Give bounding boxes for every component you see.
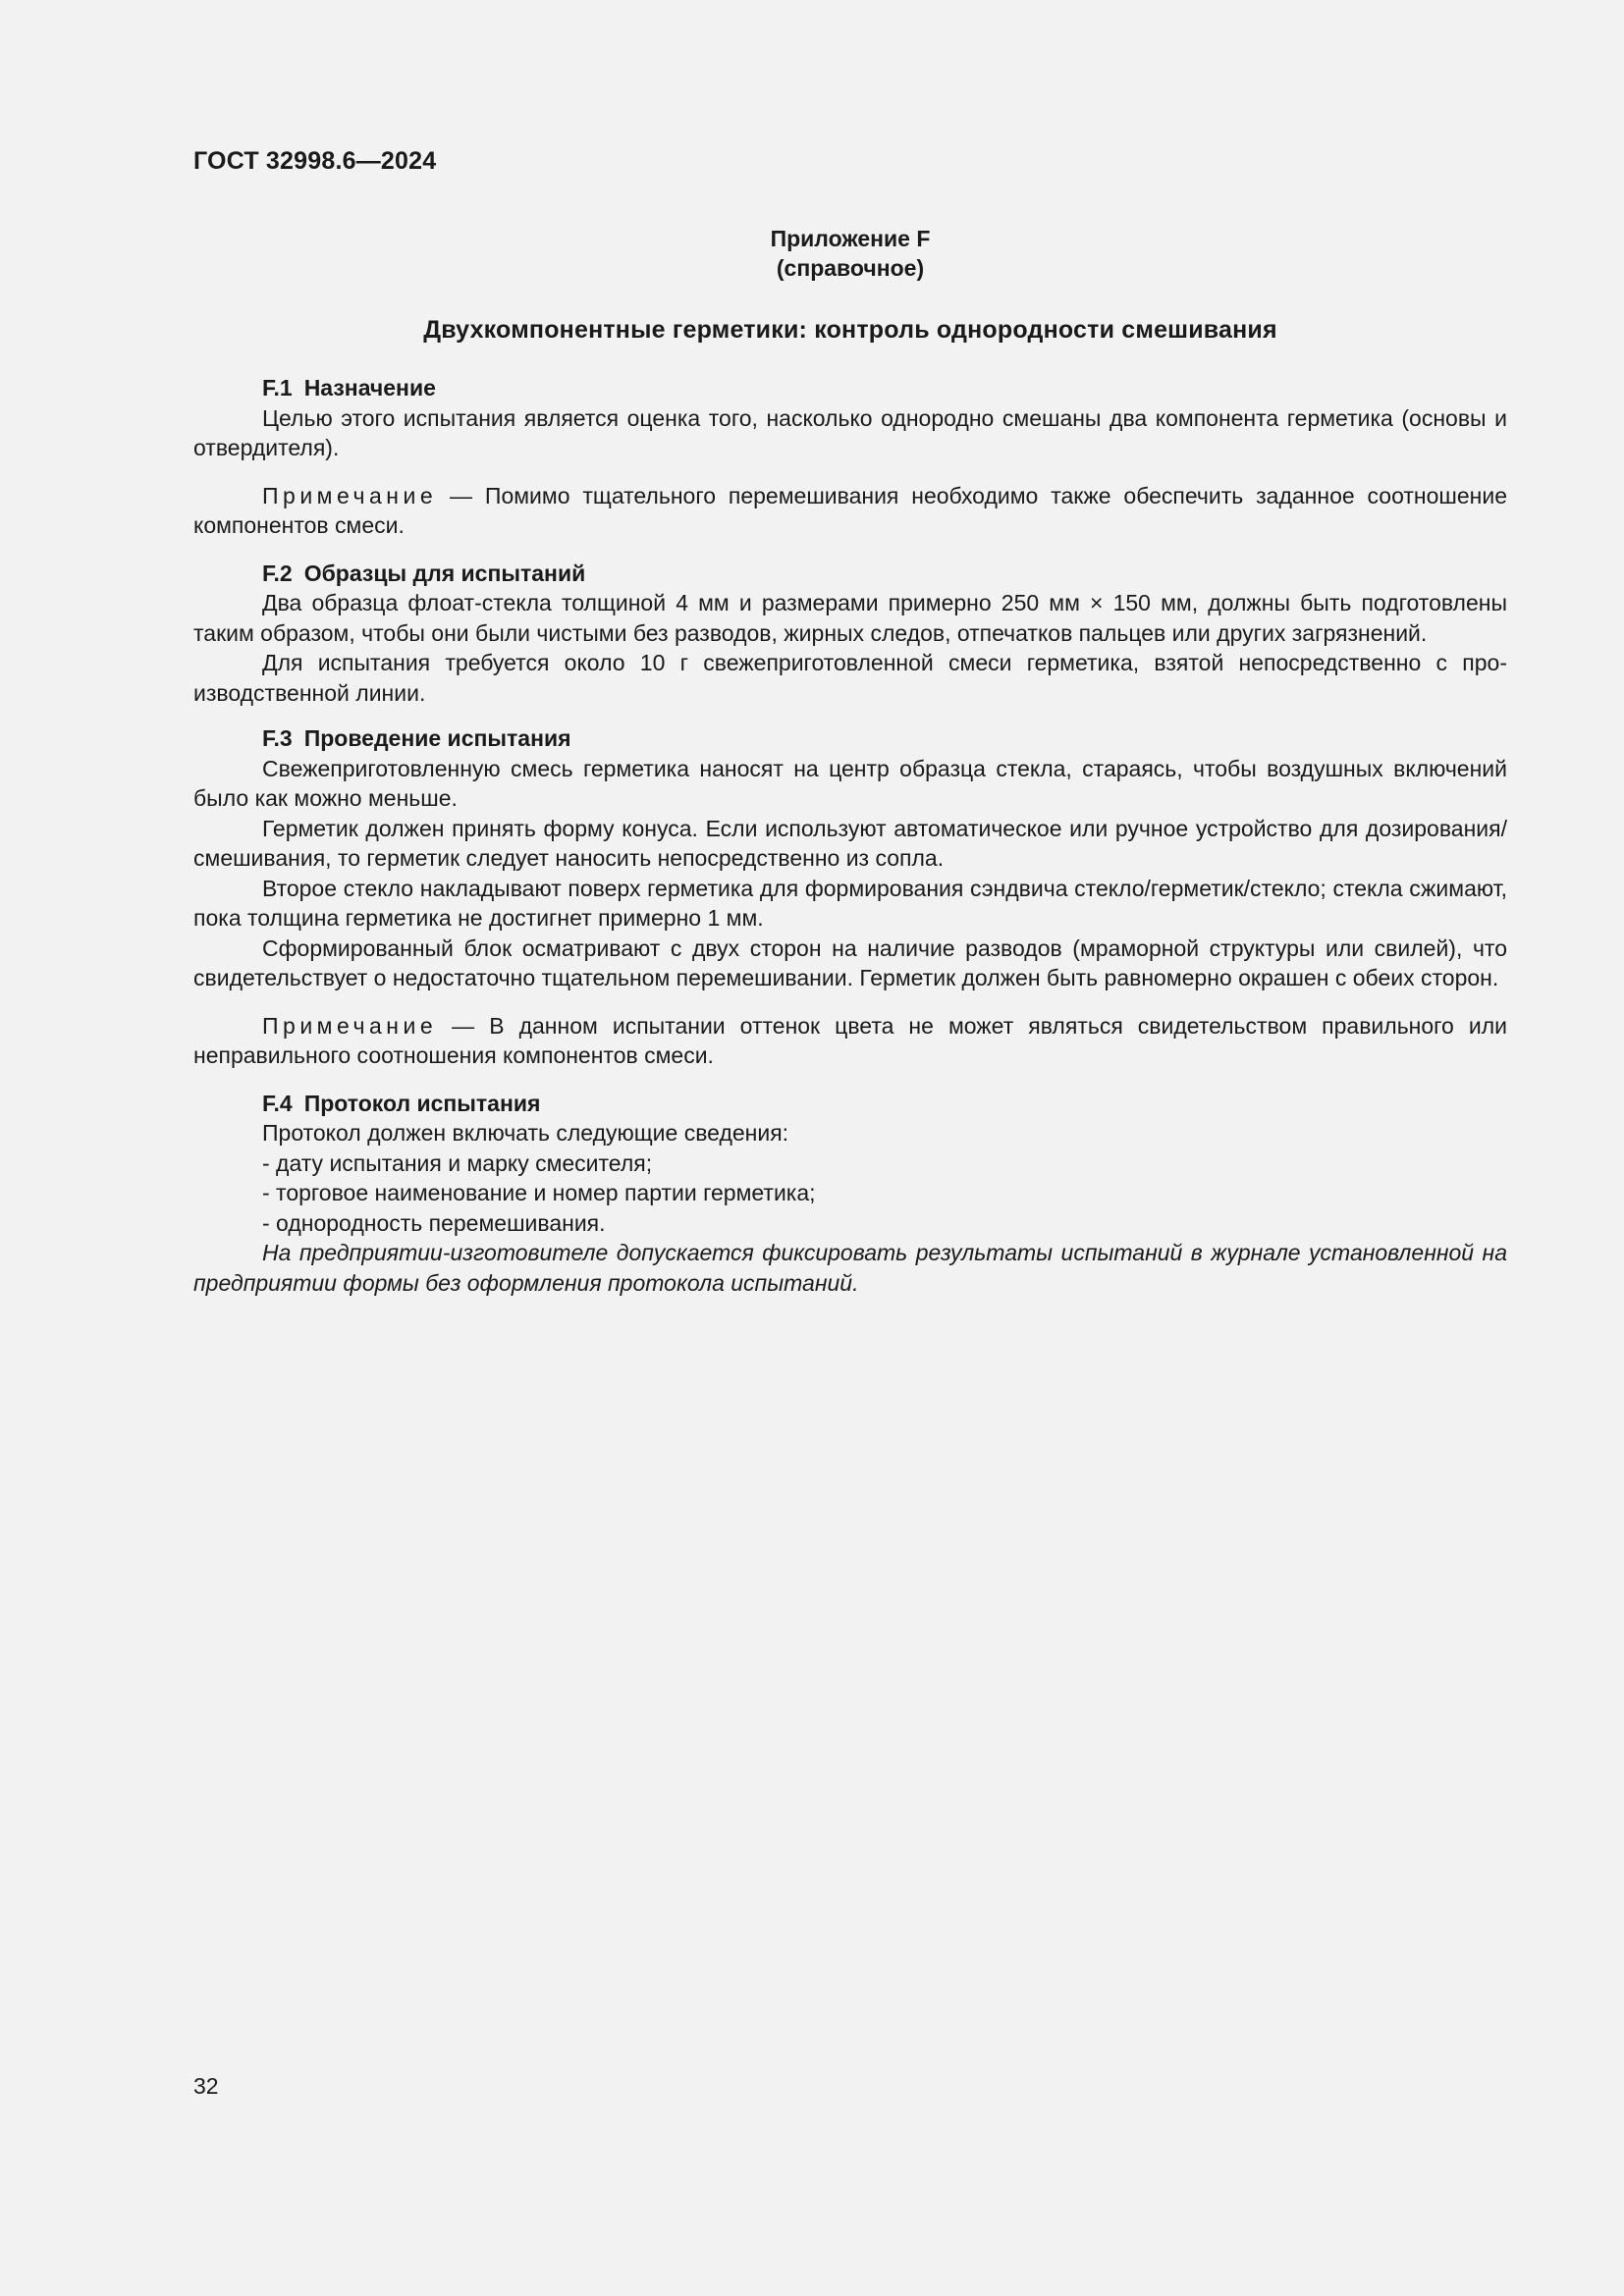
document-code: ГОСТ 32998.6—2024 <box>193 147 437 175</box>
paragraph: Два образца флоат-стекла толщиной 4 мм и размерами примерно 250 мм × 150 мм, должны быть подготовлены таким образом, чтобы они были чистыми без разводов, жирных следов, отпечатков пальцев или других загрязнений. <box>193 590 1507 646</box>
section-title: Протокол испытания <box>303 1090 541 1116</box>
paragraph: Герметик должен принять форму конуса. Если используют автоматическое или ручное устройство для дозирования/смешивания, то герметик следует наносить непосредственно из сопла. <box>193 815 1507 871</box>
note-label: Примечание <box>262 1012 438 1039</box>
paragraph: Сформированный блок осматривают с двух сторон на наличие разводов (мраморной структуры или свилей), что свидетельствует о недостаточно тщательном перемешивании. Герметик должен быть равномерно окрашен с обеих сторон. <box>193 934 1507 990</box>
list-item: - однородность перемешивания. <box>262 1209 606 1236</box>
main-title: Двухкомпонентные герметики: контроль однородности смешивания <box>423 316 1277 344</box>
section-title: Назначение <box>303 375 436 400</box>
note-label: Примечание <box>262 482 438 508</box>
paragraph: Свежеприготовленную смесь герметика наносят на центр образца стекла, стараясь, чтобы воздушных включений было как можно меньше. <box>193 755 1507 811</box>
section-number: F.1 <box>262 375 293 400</box>
appendix-kind: (справочное) <box>776 255 925 281</box>
list-item: - дату испытания и марку смесителя; <box>262 1149 653 1176</box>
note-text: — В данном испытании оттенок цвета не может являться свидетельством правильного или неправильного соотношения компонентов смеси. <box>193 1012 1507 1068</box>
note-text: — Помимо тщательного перемешивания необходимо также обеспечить заданное соотношение компонентов смеси. <box>193 482 1507 538</box>
section-heading-f4 <box>193 1089 1507 1119</box>
page-content <box>193 224 1507 1298</box>
section-number: F.3 <box>262 725 293 751</box>
paragraph: Целью этого испытания является оценка того, насколько однородно смешаны два компонента герметика (основы и отвердителя). <box>193 404 1507 460</box>
section-heading-f1 <box>193 373 1507 403</box>
section-number: F.2 <box>262 560 293 586</box>
note-paragraph <box>193 481 1507 541</box>
section-title: Образцы для испытаний <box>303 560 586 586</box>
paragraph: Второе стекло накладывают поверх герметика для формирования сэндвича стекло/герметик/стекло; стекла сжимают, пока толщина герметика не достигнет примерно 1 мм. <box>193 875 1507 931</box>
section-number: F.4 <box>262 1090 293 1116</box>
italic-note: На предприятии-изготовителе допускается фиксировать результаты испытаний в журнале установленной на предприятии формы без оформления протокола испытаний. <box>193 1240 1507 1296</box>
list-item: - торговое наименование и номер партии герметика; <box>262 1180 816 1205</box>
paragraph: Протокол должен включать следующие сведения: <box>262 1120 789 1146</box>
note-paragraph <box>193 1011 1507 1071</box>
appendix-title: Приложение F <box>770 226 931 251</box>
section-heading-f2 <box>193 559 1507 589</box>
section-title: Проведение испытания <box>303 725 571 751</box>
page-number: 32 <box>193 2073 219 2099</box>
section-heading-f3 <box>193 723 1507 754</box>
paragraph: Для испытания требуется около 10 г свежеприготовленной смеси герметика, взятой непосредственно с производственной линии. <box>193 650 1507 706</box>
